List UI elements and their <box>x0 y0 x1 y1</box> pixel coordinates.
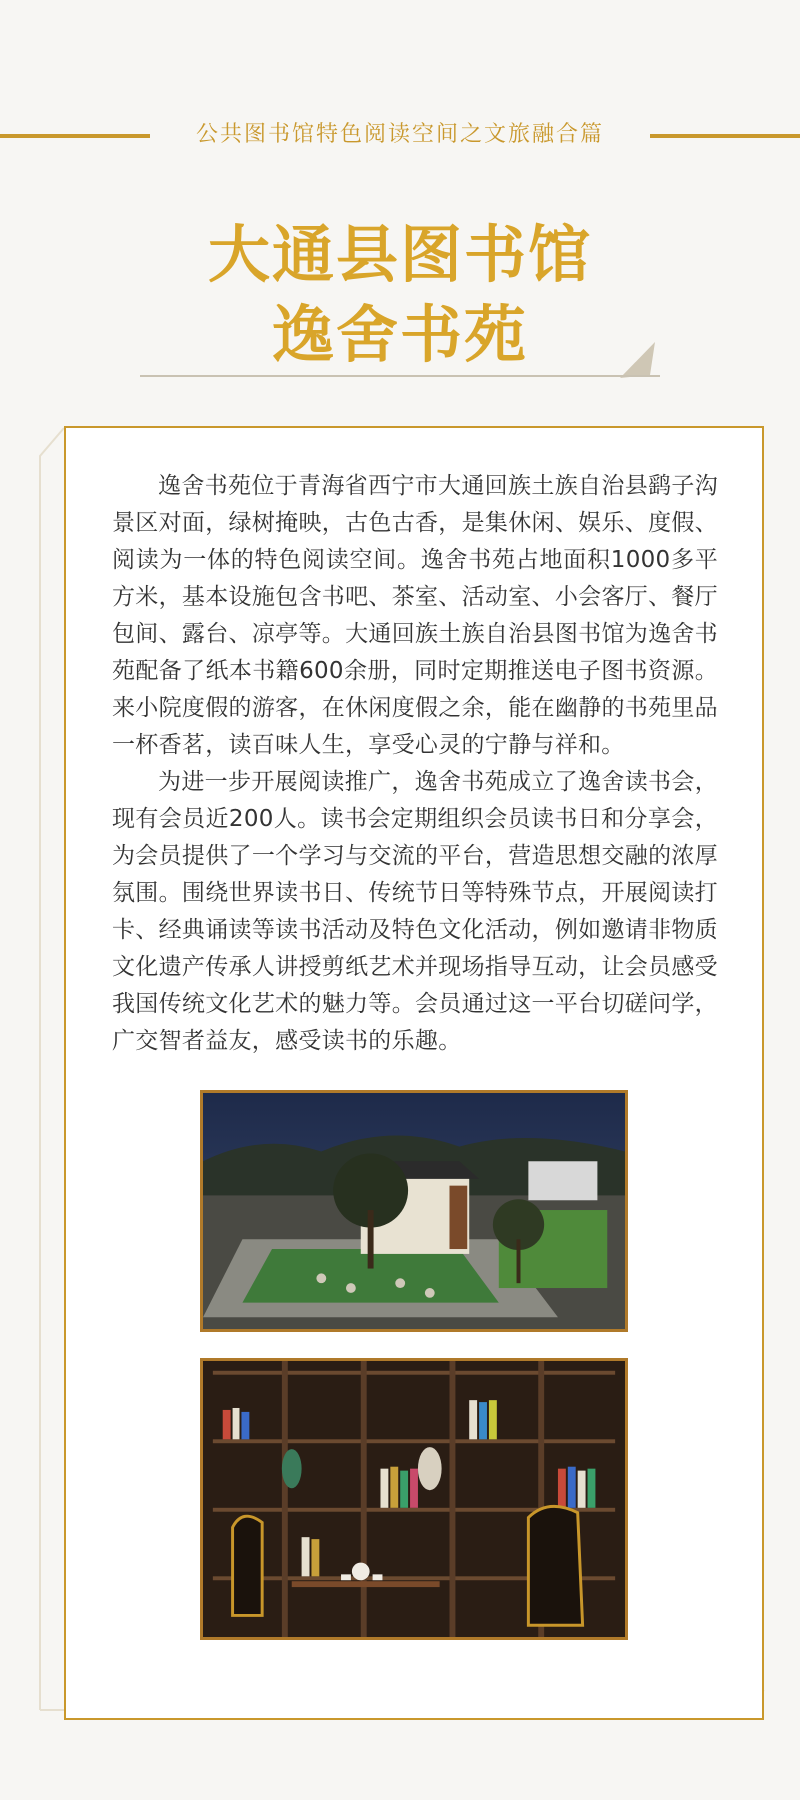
title-underline <box>140 375 660 377</box>
photo-courtyard <box>200 1090 628 1332</box>
paragraph-2: 为进一步开展阅读推广，逸舍书苑成立了逸舍读书会，现有会员近200人。读书会定期组织会员读书日和分享会，为会员提供了一个学习与交流的平台，营造思想交融的浓厚氛围。围绕世界读书日、传统节日等特殊节点，开展阅读打卡、经典诵读等读书活动及特色文化活动，例如邀请非物质文化遗产传承人讲授剪纸艺术并现场指导互动，让会员感受我国传统文化艺术的魅力等。会员通过这一平台切磋问学，广交智者益友，感受读书的乐趣。 <box>112 769 718 1054</box>
subtitle: 公共图书馆特色阅读空间之文旅融合篇 <box>195 122 604 147</box>
page-title-line2: 逸舍书苑 <box>271 298 528 371</box>
article-body <box>112 468 718 1060</box>
page-title-line1: 大通县图书馆 <box>207 218 592 291</box>
subtitle-rule-left <box>0 134 150 138</box>
subtitle-row <box>0 120 800 150</box>
courtyard-illustration <box>203 1093 625 1329</box>
bookshelves-illustration <box>203 1361 625 1637</box>
paragraph-1: 逸舍书苑位于青海省西宁市大通回族土族自治县鹞子沟景区对面，绿树掩映，古色古香，是集休闲、娱乐、度假、阅读为一体的特色阅读空间。逸舍书苑占地面积1000多平方米，基本设施包含书吧、茶室、活动室、小会客厅、餐厅包间、露台、凉亭等。大通回族土族自治县图书馆为逸舍书苑配备了纸本书籍600余册，同时定期推送电子图书资源。来小院度假的游客，在休闲度假之余，能在幽静的书苑里品一杯香茗，读百味人生，享受心灵的宁静与祥和。 <box>112 473 718 758</box>
subtitle-rule-right <box>650 134 800 138</box>
photo-bookshelves <box>200 1358 628 1640</box>
